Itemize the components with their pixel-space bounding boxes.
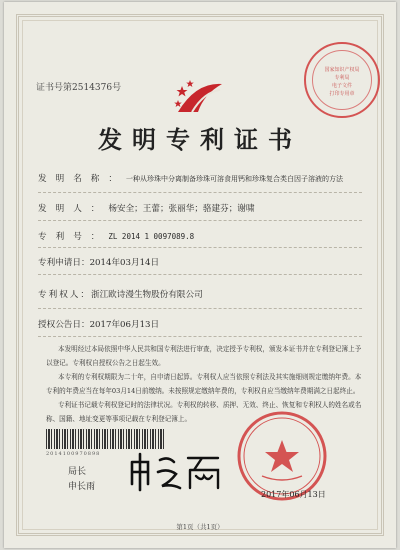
divider: [38, 220, 362, 221]
grant-date-label: 授权公告日：: [38, 320, 90, 330]
body-paragraph: 专利证书记载专利权登记时的法律状况。专利权的转移、质押、无效、终止、恢复和专利权人的姓名或名称、国籍、地址变更等事项记载在专利登记簿上。: [46, 401, 362, 423]
divider: [38, 247, 362, 248]
certificate-title: 发明专利证书: [98, 126, 302, 154]
patent-number-row: [38, 230, 194, 242]
patent-number-label: 专利号：: [38, 232, 109, 242]
body-paragraph: 本专利的专利权期限为二十年，自申请日起算。专利权人应当依照专利法及其实施细则规定缴纳年费。本专利的年费应当在每年03月14日前缴纳。未按照规定缴纳年费的，专利权自应当缴纳年费期满之日起终止。: [46, 373, 362, 395]
certificate-number: 证书号第2514376号: [36, 83, 122, 93]
divider: [38, 336, 362, 337]
filing-date-label: 专利申请日：: [38, 258, 90, 268]
patentee-label: 专利权人：: [38, 290, 91, 300]
inventor-value: 杨安全；王蕾；张丽华；骆建芬；谢啸: [108, 204, 255, 214]
patentee-row: [38, 288, 203, 300]
grant-date-row: [38, 318, 159, 330]
stamp-text: 国家知识产权局 专利局 电子文件 打印专用章: [324, 67, 360, 97]
patentee-value: 浙江欧诗漫生物股份有限公司: [90, 290, 203, 300]
inventor-label: 发明人：: [38, 204, 109, 214]
certificate-page: [4, 2, 396, 548]
divider: [38, 308, 362, 309]
divider: [38, 192, 362, 193]
filing-date-row: [38, 256, 159, 268]
patent-office-emblem-icon: [174, 78, 226, 118]
barcode-number: 2014100970898: [46, 451, 101, 457]
barcode: [46, 429, 166, 449]
grant-date-value: 2017年06月13日: [89, 320, 160, 330]
seal-date: 2017年06月13日: [261, 490, 326, 499]
director-name: 申长雨: [68, 482, 96, 492]
electronic-print-stamp: [304, 42, 380, 118]
body-paragraph: 本发明经过本局依照中华人民共和国专利法进行审查，决定授予专利权，颁发本证书并在专利登记簿上予以登记。专利权自授权公告之日起生效。: [46, 345, 362, 367]
invention-name-value: 一种从珍珠中分离制备珍珠可溶食用钙和珍珠复合类白因子溶液的方法: [125, 175, 343, 183]
page-footer: 第1页（共1页）: [176, 523, 224, 531]
patent-number-value: ZL 2014 1 0097089.8: [108, 232, 195, 241]
divider: [38, 274, 362, 275]
director-title: 局长: [68, 467, 87, 477]
invention-name-row: [38, 172, 343, 184]
director-signature-icon: [124, 450, 224, 492]
invention-name-label: 发明名称：: [38, 174, 126, 184]
filing-date-value: 2014年03月14日: [89, 258, 160, 268]
inventor-row: [38, 202, 255, 214]
